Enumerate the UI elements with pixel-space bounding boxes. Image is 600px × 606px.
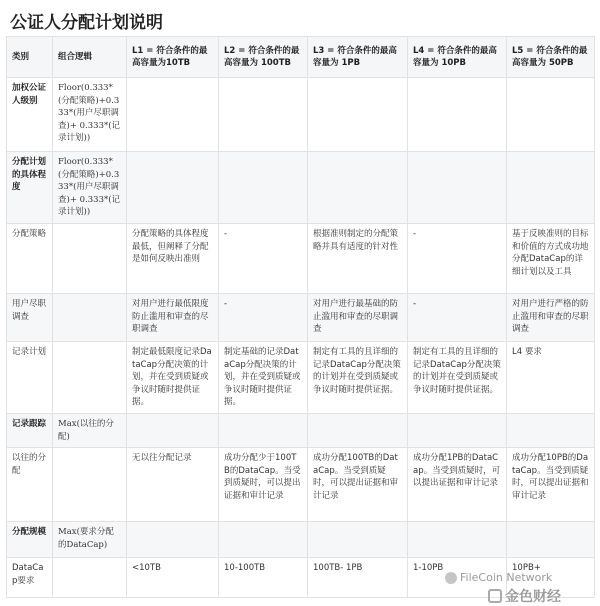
level-cell-l3 (308, 78, 408, 152)
level-cell-l2 (219, 414, 308, 448)
level-cell-l1 (127, 414, 219, 448)
level-cell-l5: 基于反映准则的目标和价值的方式成功地分配DataCap的详细计划以及工具 (507, 224, 595, 294)
row-category-cell: 分配规模 (7, 522, 53, 558)
level-cell-l1: 无以往分配记录 (127, 448, 219, 522)
level-cell-l2 (219, 78, 308, 152)
level-cell-l5 (507, 78, 595, 152)
level-cell-l5: 对用户进行严格的防止滥用和审查的尽职调查 (507, 294, 595, 342)
level-cell-l4 (408, 414, 507, 448)
table-header-row (7, 37, 595, 78)
level-cell-l1 (127, 522, 219, 558)
watermark-filecoin (445, 571, 552, 584)
row-logic-cell: Floor(0.333*(分配策略)+0.333*(用户尽职调查)+ 0.333*(记录计划)) (53, 78, 127, 152)
level-cell-l4 (408, 78, 507, 152)
header-l1: L1 = 符合条件的最高容量为10TB (127, 37, 219, 78)
row-category-cell: 记录跟踪 (7, 414, 53, 448)
header-l3: L3 = 符合条件的最高容量为 1PB (308, 37, 408, 78)
table-row (7, 448, 595, 522)
level-cell-l2 (219, 152, 308, 224)
level-cell-l5: 成功分配10PB的DataCap。当受到质疑时，可以提出证据和审计记录 (507, 448, 595, 522)
table-row (7, 294, 595, 342)
level-cell-l3 (308, 152, 408, 224)
level-cell-l4: - (408, 224, 507, 294)
table-row (7, 224, 595, 294)
row-category-cell: 加权公证人级别 (7, 78, 53, 152)
level-cell-l1: 对用户进行最低限度防止滥用和审查的尽职调查 (127, 294, 219, 342)
level-cell-l1: 分配策略的具体程度最低，但阐释了分配是如何反映出准则 (127, 224, 219, 294)
row-logic-cell (53, 448, 127, 522)
table-row (7, 414, 595, 448)
level-cell-l2: 成功分配少于100TB的DataCap。当受到质疑时，可以提出证据和审计记录 (219, 448, 308, 522)
row-category-cell: 分配计划的具体程度 (7, 152, 53, 224)
level-cell-l4: 1-10PB (408, 558, 507, 598)
level-cell-l1 (127, 78, 219, 152)
level-cell-l4: 制定有工具的且详细的记录DataCap分配决策的计划并在受到质疑或争议时随时提供证据。 (408, 342, 507, 414)
row-logic-cell: Max(要求分配的DataCap) (53, 522, 127, 558)
level-cell-l4: 成功分配1PB的DataCap。当受到质疑时，可以提出证据和审计记录 (408, 448, 507, 522)
row-logic-cell (53, 558, 127, 598)
header-logic: 组合逻辑 (53, 37, 127, 78)
page-title: 公证人分配计划说明 (10, 13, 163, 33)
level-cell-l2: - (219, 224, 308, 294)
row-logic-cell: Floor(0.333*(分配策略)+0.333*(用户尽职调查)+ 0.333*(记录计划)) (53, 152, 127, 224)
level-cell-l3: 100TB- 1PB (308, 558, 408, 598)
level-cell-l4 (408, 152, 507, 224)
header-l4: L4 = 符合条件的最高容量为 10PB (408, 37, 507, 78)
level-cell-l5: L4 要求 (507, 342, 595, 414)
level-cell-l2: - (219, 294, 308, 342)
header-l2: L2 = 符合条件的最高容量为 100TB (219, 37, 308, 78)
watermark-text: FileCoin Network (460, 571, 553, 584)
level-cell-l3 (308, 522, 408, 558)
level-cell-l5 (507, 152, 595, 224)
level-cell-l3: 成功分配100TB的DataCap。当受到质疑时，可以提出证据和审计记录 (308, 448, 408, 522)
level-cell-l5 (507, 414, 595, 448)
wechat-icon (445, 572, 457, 584)
level-cell-l1: 制定最低限度记录DataCap分配决策的计划，并在受到质疑或争议时随时提供证据。 (127, 342, 219, 414)
level-cell-l4: - (408, 294, 507, 342)
level-cell-l3: 根据准则制定的分配策略并具有适度的针对性 (308, 224, 408, 294)
level-cell-l3 (308, 414, 408, 448)
row-category-cell: DataCap要求 (7, 558, 53, 598)
level-cell-l5 (507, 522, 595, 558)
level-cell-l1: <10TB (127, 558, 219, 598)
header-l5: L5 = 符合条件的最高容量为 50PB (507, 37, 595, 78)
table-row (7, 152, 595, 224)
table-row (7, 342, 595, 414)
level-cell-l3: 制定有工具的且详细的记录DataCap分配决策的计划并在受到质疑或争议时随时提供证据。 (308, 342, 408, 414)
level-cell-l5: 10PB+ (507, 558, 595, 598)
row-logic-cell: Max(以往的分配) (53, 414, 127, 448)
level-cell-l1 (127, 152, 219, 224)
level-cell-l4 (408, 522, 507, 558)
table-row (7, 78, 595, 152)
row-category-cell: 用户尽职调查 (7, 294, 53, 342)
level-cell-l2: 10-100TB (219, 558, 308, 598)
row-category-cell: 以往的分配 (7, 448, 53, 522)
row-category-cell: 分配策略 (7, 224, 53, 294)
row-logic-cell (53, 294, 127, 342)
row-logic-cell (53, 342, 127, 414)
level-cell-l3: 对用户进行最基础的防止滥用和审查的尽职调查 (308, 294, 408, 342)
watermark-jinse (488, 586, 561, 606)
row-logic-cell (53, 224, 127, 294)
table-row (7, 522, 595, 558)
jinse-logo-icon (488, 589, 502, 603)
level-cell-l2: 制定基础的记录DataCap分配决策的计划，并在受到质疑或争议时随时提供证据。 (219, 342, 308, 414)
level-cell-l2 (219, 522, 308, 558)
header-category: 类别 (7, 37, 53, 78)
allocation-table (6, 36, 595, 598)
row-category-cell: 记录计划 (7, 342, 53, 414)
watermark-text-2: 金色财经 (505, 589, 561, 605)
